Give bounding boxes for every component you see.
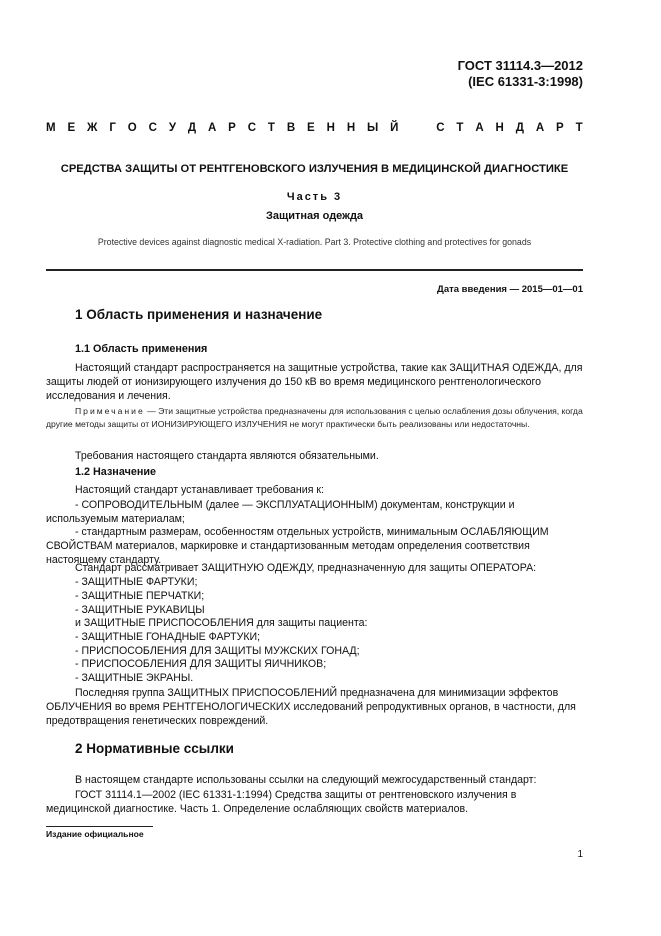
introduction-date: Дата введения — 2015—01—01 xyxy=(437,284,583,295)
banner-letter: Ы xyxy=(367,122,379,134)
paragraph: Последняя группа ЗАЩИТНЫХ ПРИСПОСОБЛЕНИЙ предназначена для минимизации эффектов ОБЛУЧЕНИЯ во время РЕНТГЕНОЛОГИЧЕСКИХ исследований репродуктивных органов, в частности, для предотвращения генетических повреждений. xyxy=(46,687,576,727)
banner-letter: Н xyxy=(495,122,504,134)
iec-number: (IEC 61331-3:1998) xyxy=(468,74,583,89)
banner-letter: Р xyxy=(228,122,236,134)
list-item: - ПРИСПОСОБЛЕНИЯ ДЛЯ ЗАЩИТЫ МУЖСКИХ ГОНАД; xyxy=(75,645,360,657)
part-label: Часть 3 xyxy=(286,191,343,203)
document-title: СРЕДСТВА ЗАЩИТЫ ОТ РЕНТГЕНОВСКОГО ИЗЛУЧЕНИЯ В МЕДИЦИНСКОЙ ДИАГНОСТИКЕ xyxy=(60,163,569,175)
list-item: - ЗАЩИТНЫЕ ПЕРЧАТКИ; xyxy=(75,590,205,602)
banner-letter: О xyxy=(127,122,137,134)
banner-letter: Д xyxy=(515,122,524,134)
paragraph: Стандарт рассматривает ЗАЩИТНУЮ ОДЕЖДУ, предназначенную для защиты ОПЕРАТОРА: xyxy=(75,562,537,574)
banner-letter: У xyxy=(168,122,176,134)
note-text: — Эти защитные устройства предназначены для использования с целью ослабления дозы облучения, когда другие методы защиты от ИОНИЗИРУЮЩЕГО ИЗЛУЧЕНИЯ не могут практически быть реализованы или недостаточны. xyxy=(46,406,583,429)
banner-letter: Н xyxy=(326,122,335,134)
standard-number: ГОСТ 31114.3—2012 xyxy=(457,58,583,73)
paragraph: и ЗАЩИТНЫЕ ПРИСПОСОБЛЕНИЯ для защиты пациента: xyxy=(75,617,368,629)
section-2-heading: 2 Нормативные ссылки xyxy=(75,741,234,756)
list-paragraph: - стандартным размерам, особенностям отдельных устройств, минимальным ОСЛАБЛЯЮЩИМ СВОЙСТВАМ материалов, маркировке и стандартизованным методам определения соответствия настоящему стандарту. xyxy=(46,526,549,566)
banner-letter: М xyxy=(46,122,56,134)
banner-letter: С xyxy=(436,122,445,134)
document-subtitle: Защитная одежда xyxy=(265,210,364,222)
list-item: - ЗАЩИТНЫЕ ФАРТУКИ; xyxy=(75,576,198,588)
banner-letter: Е xyxy=(307,122,315,134)
banner-letter: Г xyxy=(109,122,116,134)
paragraph: Требования настоящего стандарта являются обязательными. xyxy=(75,450,379,462)
banner-gap xyxy=(410,122,424,134)
banner-letter: Т xyxy=(575,122,583,134)
note xyxy=(46,405,583,431)
banner-letter: Д xyxy=(187,122,197,134)
subsection-1-1-heading: 1.1 Область применения xyxy=(75,343,208,355)
footer-divider xyxy=(46,826,153,827)
banner-letter: Р xyxy=(556,122,564,134)
english-title: Protective devices against diagnostic medical X-radiation. Part 3. Protective clothing and protectives for gonads xyxy=(97,237,532,247)
banner-letter: В xyxy=(286,122,296,134)
note-label: Примечание xyxy=(75,406,145,416)
list-item: - ПРИСПОСОБЛЕНИЯ ДЛЯ ЗАЩИТЫ ЯИЧНИКОВ; xyxy=(75,658,327,670)
banner-letter: А xyxy=(475,122,484,134)
banner-letter: Е xyxy=(67,122,76,134)
list-paragraph: - СОПРОВОДИТЕЛЬНЫМ (далее — ЭКСПЛУАТАЦИОННЫМ) документам, конструкции и используемым материалам; xyxy=(46,499,515,525)
banner-letter: Т xyxy=(267,122,275,134)
standard-type-banner xyxy=(46,122,583,134)
banner-letter: Т xyxy=(456,122,464,134)
banner-letter: С xyxy=(148,122,157,134)
banner-letter: Н xyxy=(346,122,356,134)
page-number: 1 xyxy=(577,849,583,860)
banner-letter: А xyxy=(535,122,545,134)
banner-letter: Ж xyxy=(87,122,98,134)
reference-entry: ГОСТ 31114.1—2002 (IEC 61331-1:1994) Средства защиты от рентгеновского излучения в медицинской диагностике. Часть 1. Определение ослабляющих свойств материалов. xyxy=(46,789,517,815)
list-item: - ЗАЩИТНЫЕ ЭКРАНЫ. xyxy=(75,672,194,684)
banner-letter: А xyxy=(207,122,217,134)
title-divider xyxy=(46,269,583,271)
banner-letter: С xyxy=(247,122,257,134)
list-item: - ЗАЩИТНЫЕ ГОНАДНЫЕ ФАРТУКИ; xyxy=(75,631,261,643)
paragraph: Настоящий стандарт устанавливает требования к: xyxy=(75,484,324,496)
section-1-heading: 1 Область применения и назначение xyxy=(75,307,323,322)
edition-label: Издание официальное xyxy=(46,829,144,839)
subsection-1-2-heading: 1.2 Назначение xyxy=(75,466,157,478)
list-item: - ЗАЩИТНЫЕ РУКАВИЦЫ xyxy=(75,604,205,616)
standard-code-block xyxy=(458,58,583,90)
paragraph: В настоящем стандарте использованы ссылки на следующий межгосударственный стандарт: xyxy=(75,774,537,786)
banner-letter: Й xyxy=(390,122,399,134)
paragraph: Настоящий стандарт распространяется на защитные устройства, такие как ЗАЩИТНАЯ ОДЕЖДА, для защиты людей от ионизирующего излучения до 150 кВ во время медицинского рентгенологического исследования и лечения. xyxy=(46,362,583,402)
